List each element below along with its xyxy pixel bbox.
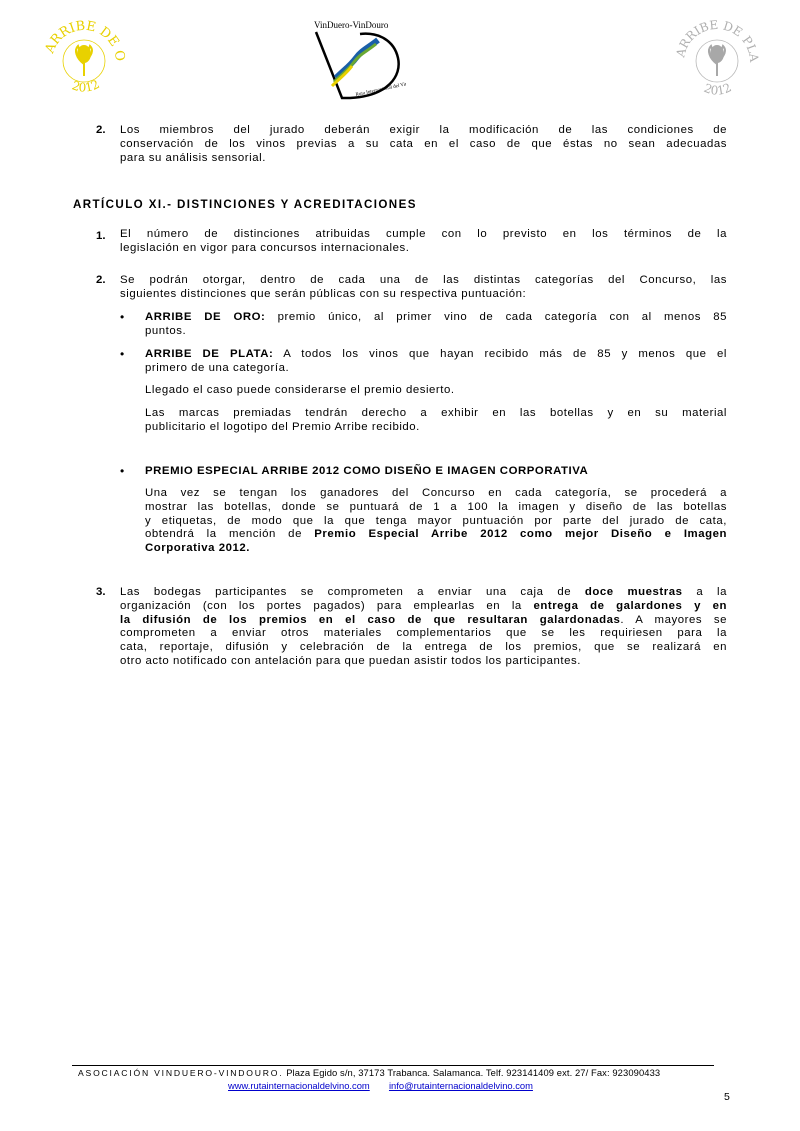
text-line: Las marcas premiadas tendrán derecho a exhibir en las botellas y en su material (145, 407, 727, 419)
footer-links (228, 1080, 533, 1091)
text-line: Las bodegas participantes se comprometen a enviar una caja de (120, 586, 585, 598)
page-number: 5 (724, 1091, 730, 1103)
svg-text:Ruta Internacional del Vino: Ruta Internacional del Vino (355, 81, 406, 98)
logo-arribe-oro (40, 14, 128, 106)
text-line: legislación en vigor para concursos internacionales. (120, 241, 410, 254)
text-line: siguientes distinciones que serán públicas con su respectiva puntuación: (120, 287, 527, 300)
paragraph-desierto: Llegado el caso puede considerarse el premio desierto. (145, 384, 455, 396)
text-line: obtendrá la mención de (145, 528, 315, 541)
footer-address-text: Plaza Egido s/n, 37173 Trabanca. Salamanca. Telf. 923141409 ext. 27/ Fax: 923090433 (283, 1067, 661, 1078)
text-line: El número de distinciones atribuidas cumple con lo previsto en los términos de la (120, 228, 727, 240)
article-heading: ARTÍCULO XI.- DISTINCIONES Y ACREDITACIONES (73, 198, 417, 211)
text-line: premio único, al primer vino de cada categoría con al menos 85 (265, 311, 727, 323)
item-number: 2. (96, 274, 106, 286)
award-label: ARRIBE DE PLATA: (145, 348, 274, 360)
text-line: Se podrán otorgar, dentro de cada una de las distintas categorías del Concurso, las (120, 274, 727, 286)
paragraph-distinciones (120, 228, 727, 256)
bold-text: doce muestras (584, 586, 683, 598)
text-line: . A mayores se (620, 613, 727, 626)
paragraph-jurado (120, 124, 727, 165)
logo-vinduero-vindouro (310, 18, 406, 104)
website-link[interactable]: www.rutainternacionaldelvino.com (228, 1080, 370, 1091)
text-line: puntos. (145, 324, 187, 337)
text-line: cata, reportaje, difusión y celebración de la entrega de los premios, que se realizará en (120, 641, 727, 654)
award-label: ARRIBE DE ORO: (145, 311, 266, 323)
item-number: 2. (96, 124, 106, 136)
bold-text: la difusión de los premios en el caso de que resultaran galardonadas (120, 613, 621, 626)
award-label: PREMIO ESPECIAL ARRIBE 2012 COMO DISEÑO E IMAGEN CORPORATIVA (145, 465, 589, 477)
svg-text:2012: 2012 (701, 80, 734, 98)
paragraph-arribe-plata (145, 348, 727, 376)
logo-arribe-plata (672, 14, 762, 106)
text-line: conservación de los vinos previas a su cata en el caso de que éstas no sean adecuadas (120, 137, 727, 150)
footer-divider (72, 1065, 714, 1066)
bold-text: Corporativa 2012. (145, 542, 250, 555)
text-line: Los miembros del jurado deberán exigir la modificación de las condiciones de (120, 124, 727, 136)
svg-text:ARRIBE DE PLATA: ARRIBE DE PLA (673, 17, 762, 63)
bold-text: Premio Especial Arribe 2012 como mejor Diseño e Imagen (314, 528, 727, 541)
paragraph-arribe-oro (145, 311, 727, 339)
text-line: comprometen a enviar otros materiales complementarios que se les requiriesen para la (120, 627, 727, 640)
bullet: • (120, 347, 125, 361)
text-line: Una vez se tengan los ganadores del Concurso en cada categoría, se procederá a (145, 487, 727, 499)
paragraph-bodegas (120, 586, 727, 669)
text-line: primero de una categoría. (145, 361, 290, 374)
text-line: a la (682, 586, 728, 598)
text-line: otro acto notificado con antelación para que puedan asistir todos los participantes. (120, 654, 581, 667)
text-line: A todos los vinos que hayan recibido más de 85 y menos que el (273, 348, 727, 360)
text-line: publicitario el logotipo del Premio Arribe recibido. (145, 420, 420, 433)
text-line: organización (con los portes pagados) para emplearlas en la (120, 599, 534, 612)
svg-text:VinDuero-VinDouro: VinDuero-VinDouro (314, 20, 389, 30)
bold-text: entrega de galardones y en (533, 599, 728, 612)
item-number: 3. (96, 586, 106, 598)
paragraph-especial (145, 487, 727, 556)
paragraph-otorgar (120, 274, 727, 302)
bullet: • (120, 310, 125, 324)
item-number: 1. (96, 230, 106, 242)
svg-text:ARRIBE DE ORO: ARRIBE DE O (42, 18, 128, 63)
footer-association: ASOCIACIÓN VINDUERO-VINDOURO. (78, 1068, 284, 1078)
footer-address (78, 1067, 660, 1078)
bullet: • (120, 464, 125, 478)
text-line: para su análisis sensorial. (120, 151, 266, 164)
text-line: mostrar las botellas, donde se puntuará de 1 a 100 la imagen y diseño de las botellas (145, 500, 727, 513)
award-label-especial (145, 465, 727, 479)
text-line: y etiquetas, de modo que la que tenga mayor puntuación por parte del jurado de cata, (145, 514, 727, 527)
svg-text:2012: 2012 (70, 76, 102, 95)
paragraph-marcas (145, 407, 727, 435)
email-link[interactable]: info@rutainternacionaldelvino.com (388, 1080, 533, 1091)
